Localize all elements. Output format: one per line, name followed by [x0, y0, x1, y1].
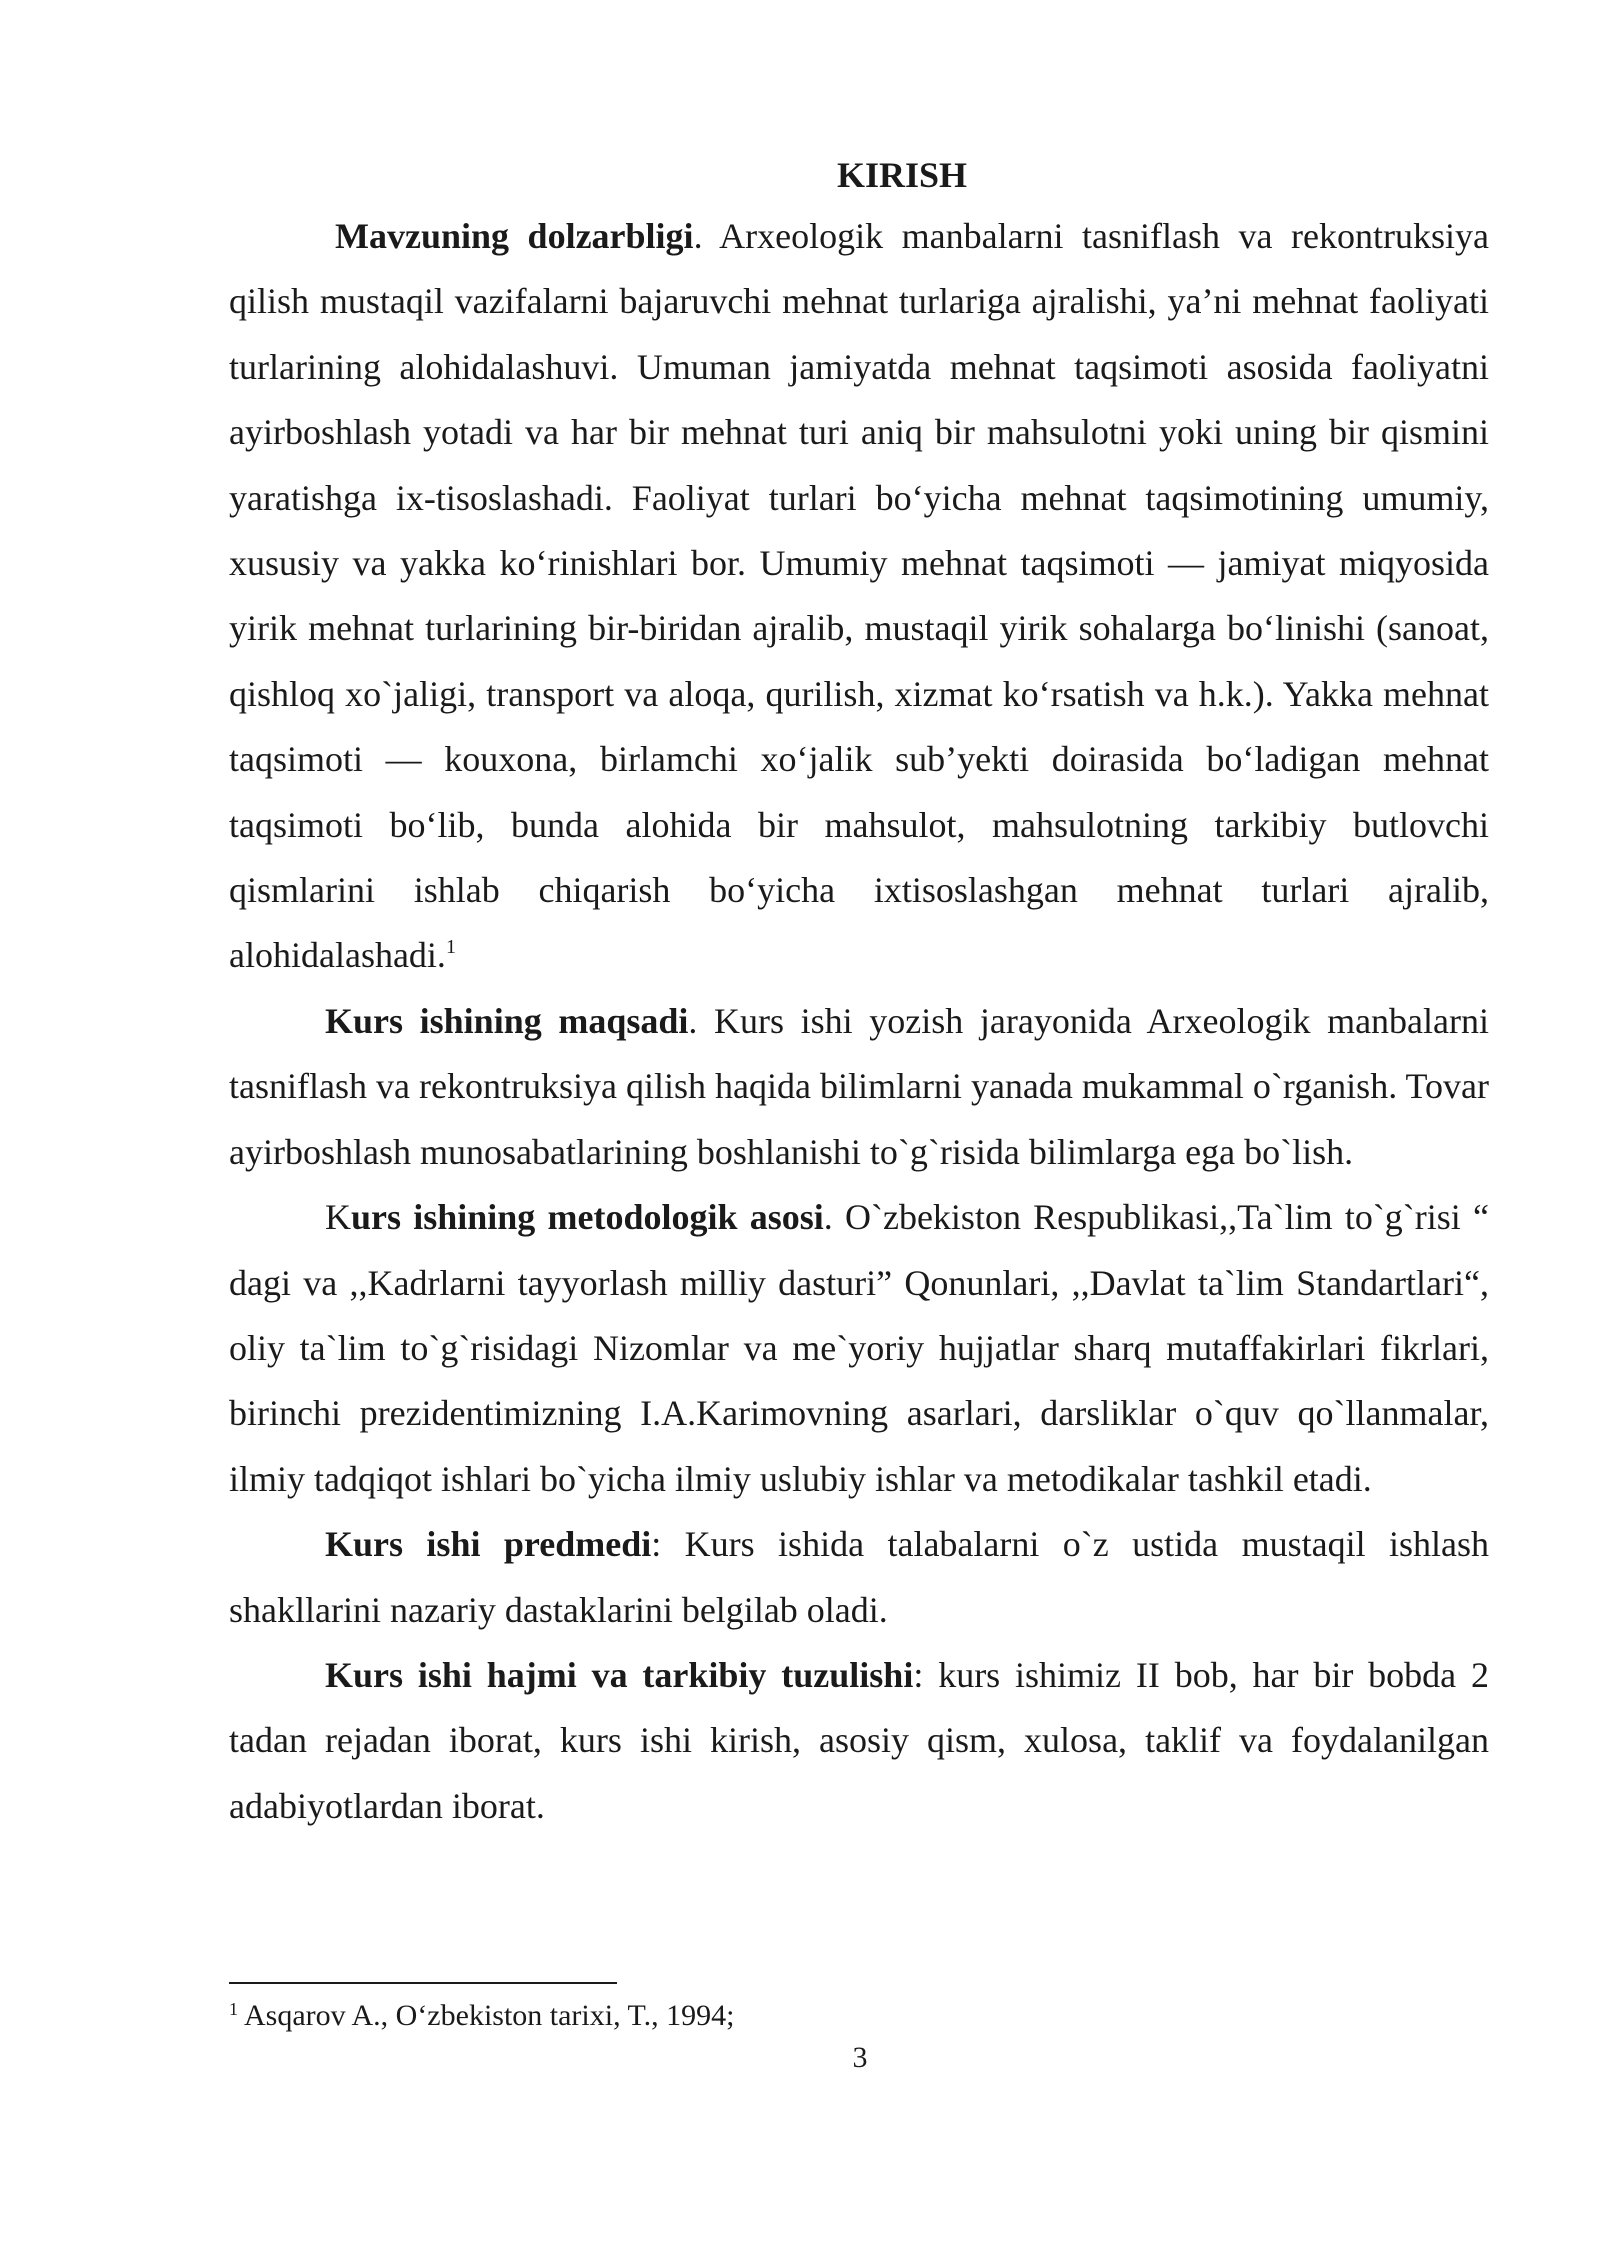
- footnote-reference[interactable]: 1: [445, 936, 456, 959]
- paragraph-text: Kurs ishi yozish jarayonida Arxeologik manbalarni tasniflash va rekontruksiya qilish haqida bilimlarni yanada mukammal o`rganish. Tovar ayirboshlash munosabatlarining boshlanishi to`g`risida bilimlarga ega bo`lish.: [229, 1000, 1490, 1172]
- paragraph-heading: Mavzuning dolzarbligi: [335, 216, 694, 256]
- paragraph-heading: Kurs ishi predmedi: [325, 1524, 652, 1565]
- paragraph-subject: [229, 1512, 1489, 1643]
- footnote-marker: 1: [229, 1999, 238, 2019]
- paragraph-text: Kurs ishida talabalarni o`z ustida mustaqil ishlash shakllarini nazariy dastaklarini belgilab oladi.: [229, 1524, 1489, 1630]
- footnote-divider: [229, 1982, 617, 1984]
- page-body: [229, 148, 1489, 1839]
- paragraph-heading: urs ishining metodologik asosi: [351, 1197, 824, 1238]
- heading-separator: .: [693, 216, 720, 256]
- paragraph-text: Arxeologik manbalarni tasniflash va rekontruksiya qilish mustaqil vazifalarni bajaruvchi mehnat turlariga ajralishi, ya’ni mehnat faoliyati turlarining alohidalashuvi. Umuman jamiyatda mehnat taqsimoti asosida faoliyatni ayirboshlash yotadi va har bir mehnat turi aniq bir mahsulotni yoki uning bir qismini yaratishga ix-tisoslashadi. Faoliyat turlari bo‘yicha mehnat taqsimotining umumiy, xususiy va yakka ko‘rinishlari bor. Umumiy mehnat taqsimoti — jamiyat miqyosida yirik mehnat turlarining bir-biridan ajralib, mustaqil yirik sohalarga bo‘linishi (sanoat, qishloq xo`jaligi, transport va aloqa, qurilish, xizmat ko‘rsatish va h.k.). Yakka mehnat taqsimoti — kouxona, birlamchi xo‘jalik sub’yekti doirasida bo‘ladigan mehnat taqsimoti bo‘lib, bunda alohida bir mahsulot, mahsulotning tarkibiy butlovchi qismlarini ishlab chiqarish bo‘yicha ixtisoslashgan mehnat turlari ajralib, alohidalashadi.: [229, 216, 1490, 976]
- paragraph-text: O`zbekiston Respublikasi,,Ta`lim to`g`risi “ dagi va ,,Kadrlarni tayyorlash milliy dasturi” Qonunlari, ,,Davlat ta`lim Standartlari“, oliy ta`lim to`g`risidagi Nizomlar va me`yoriy hujjatlar sharq mutaffakirlari fikrlari, birinchi prezidentimizning I.A.Karimovning asarlari, darsliklar o`quv qo`llanmalar, ilmiy tadqiqot ishlari bo`yicha ilmiy uslubiy ishlar va metodikalar tashkil etadi.: [229, 1197, 1489, 1499]
- paragraph-heading: Kurs ishining maqsadi: [325, 1000, 689, 1041]
- page-title: KIRISH: [836, 155, 968, 195]
- heading-separator: .: [688, 1000, 715, 1041]
- paragraph-goal: [229, 989, 1489, 1185]
- heading-separator: :: [651, 1524, 685, 1565]
- page-number: 3: [852, 2041, 868, 2074]
- footnote-text: Asqarov A., O‘zbekiston tarixi, T., 1994;: [244, 1999, 735, 2032]
- heading-separator: :: [913, 1654, 939, 1695]
- paragraph-text: kurs ishimiz II bob, har bir bobda 2 tadan rejadan iborat, kurs ishi kirish, asosiy qism, xulosa, taklif va foydalanilgan adabiyotlardan iborat.: [229, 1654, 1489, 1826]
- footnote: [229, 1998, 735, 2034]
- heading-separator: .: [823, 1197, 845, 1238]
- paragraph-methodology: [229, 1185, 1489, 1512]
- heading-prefix: K: [325, 1197, 351, 1238]
- paragraph-relevance: [229, 204, 1489, 989]
- paragraph-heading: Kurs ishi hajmi va tarkibiy tuzulishi: [325, 1654, 914, 1695]
- paragraph-structure: [229, 1643, 1489, 1839]
